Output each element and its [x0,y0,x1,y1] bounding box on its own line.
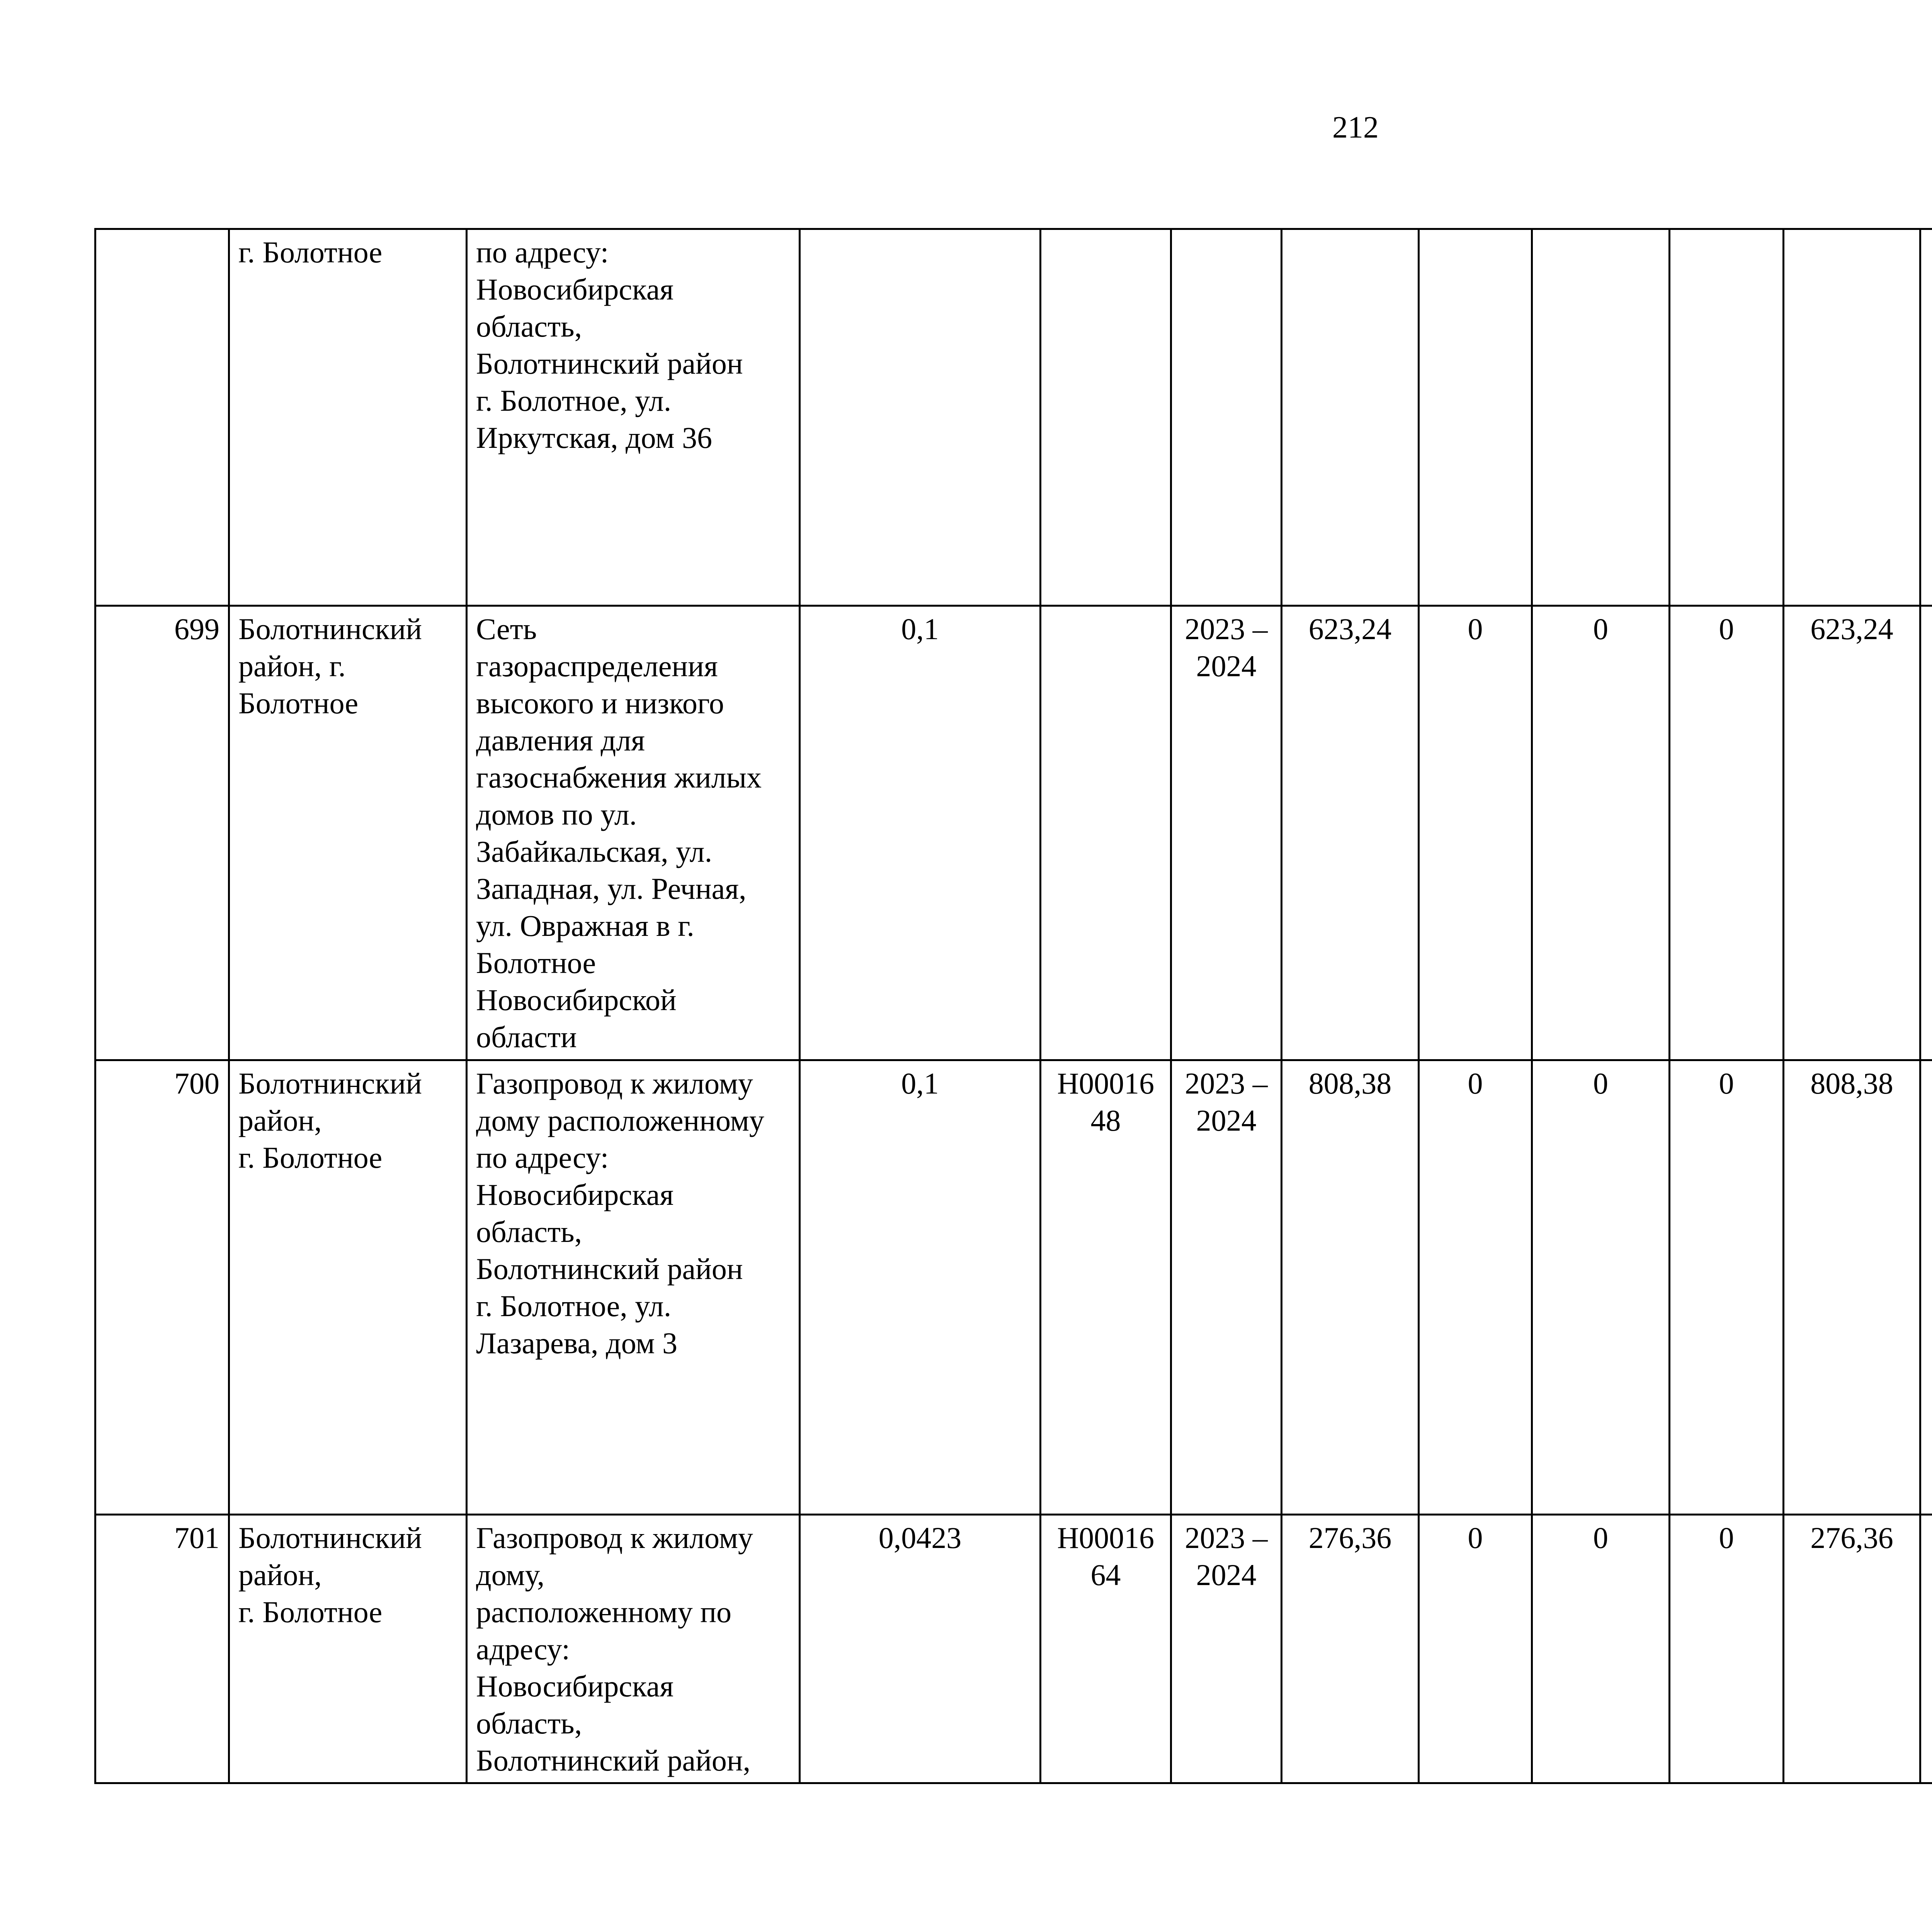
other-sources-cell: 623,24 [1784,606,1920,1060]
length-cell [800,229,1041,606]
regional-budget-cell: 0 [1532,1060,1670,1515]
federal-budget-cell: 0 [1419,1060,1532,1515]
period-cell: 2023 – 2024 [1171,606,1282,1060]
table-row [95,606,1932,1060]
executor-cell [1920,1515,1932,1783]
location-cell: Болотнинский район, г. Болотное [229,606,467,1060]
table-row [95,229,1932,606]
local-budget-cell [1670,229,1784,606]
executor-cell [1920,1060,1932,1515]
row-number: 700 [95,1060,229,1515]
length-cell: 0,1 [800,606,1041,1060]
total-cell [1282,229,1419,606]
federal-budget-cell [1419,229,1532,606]
other-sources-cell [1784,229,1920,606]
total-cell: 276,36 [1282,1515,1419,1783]
period-cell: 2023 – 2024 [1171,1060,1282,1515]
location-cell: Болотнинский район, г. Болотное [229,1060,467,1515]
row-number: 699 [95,606,229,1060]
code-cell [1041,229,1171,606]
local-budget-cell: 0 [1670,1060,1784,1515]
period-cell: 2023 – 2024 [1171,1515,1282,1783]
location-cell: г. Болотное [229,229,467,606]
executor-cell [1920,606,1932,1060]
other-sources-cell: 808,38 [1784,1060,1920,1515]
code-cell: Н00016 64 [1041,1515,1171,1783]
period-cell [1171,229,1282,606]
row-number [95,229,229,606]
local-budget-cell: 0 [1670,606,1784,1060]
federal-budget-cell: 0 [1419,1515,1532,1783]
local-budget-cell: 0 [1670,1515,1784,1783]
executor-cell [1920,229,1932,606]
row-number: 701 [95,1515,229,1783]
location-cell: Болотнинский район, г. Болотное [229,1515,467,1783]
object-cell: Газопровод к жилому дому, расположенному по адресу: Новосибирская область, Болотнинский район, [467,1515,800,1783]
page-number: 212 [1332,111,1379,145]
regional-budget-cell: 0 [1532,606,1670,1060]
federal-budget-cell: 0 [1419,606,1532,1060]
code-cell: Н00016 48 [1041,1060,1171,1515]
table-row [95,1515,1932,1783]
gasification-table [94,228,1932,1784]
total-cell: 808,38 [1282,1060,1419,1515]
other-sources-cell: 276,36 [1784,1515,1920,1783]
object-cell: Газопровод к жилому дому расположенному по адресу: Новосибирская область, Болотнинский район г. Болотное, ул. Лазарева, дом 3 [467,1060,800,1515]
regional-budget-cell [1532,229,1670,606]
regional-budget-cell: 0 [1532,1515,1670,1783]
code-cell [1041,606,1171,1060]
length-cell: 0,1 [800,1060,1041,1515]
table-row [95,1060,1932,1515]
total-cell: 623,24 [1282,606,1419,1060]
object-cell: Сеть газораспределения высокого и низкого давления для газоснабжения жилых домов по ул. Забайкальская, ул. Западная, ул. Речная, ул. Овражная в г. Болотное Новосибирской области [467,606,800,1060]
object-cell: по адресу: Новосибирская область, Болотнинский район г. Болотное, ул. Иркутская, дом 36 [467,229,800,606]
length-cell: 0,0423 [800,1515,1041,1783]
